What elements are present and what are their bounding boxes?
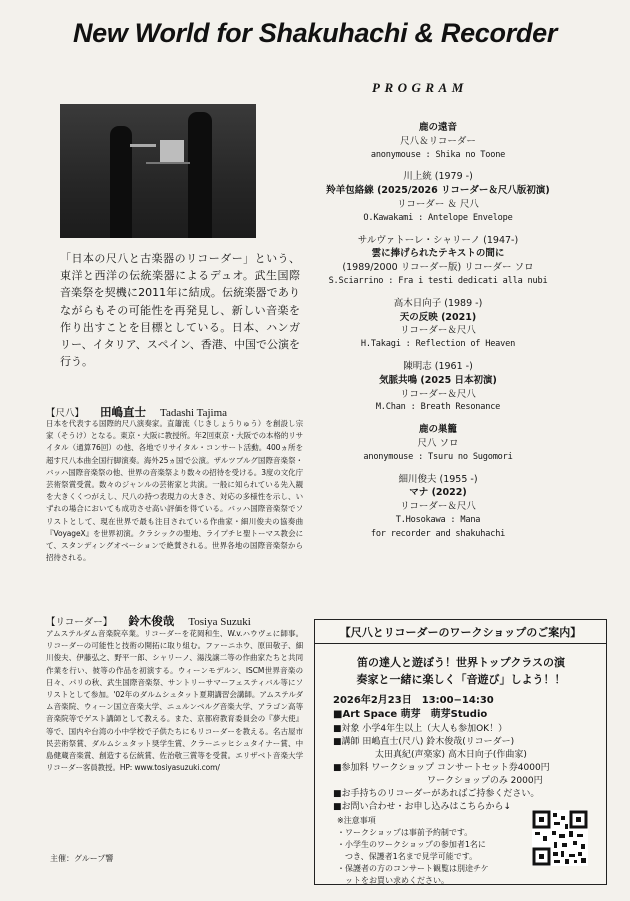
program-piece <box>318 297 558 352</box>
catch-line: 笛の達人と遊ぼう！世界トップクラスの演 <box>356 656 565 669</box>
piece-romanized: O.Kawakami : Antelope Envelope <box>363 212 513 223</box>
piece-instrumentation: 尺八 ソロ <box>417 437 459 449</box>
piece-subtitle: for recorder and shakuhachi <box>370 528 506 539</box>
program-piece <box>318 121 558 162</box>
piece-romanized: anonymouse : Tsuru no Sugomori <box>363 451 513 462</box>
performer-role: 【尺八】 <box>46 408 85 419</box>
workshop-contact: ■お問い合わせ・お申し込みはこちらから↓ <box>333 802 512 812</box>
main-title: New World for Shakuhachi & Recorder <box>72 18 558 48</box>
program-label: PROGRAM <box>372 80 468 95</box>
piece-instrumentation: リコーダー ＆ 尺八 <box>397 198 479 210</box>
piece-title: 羚羊包絡線 (2025/2026 リコーダー＆尺八版初演) <box>326 185 550 197</box>
program-piece <box>318 473 558 542</box>
piece-instrumentation: リコーダー＆尺八 <box>400 325 476 337</box>
piece-instrumentation: リコーダー＆尺八 <box>400 501 476 513</box>
note-line: ・保護者の方のコンサート観覧は別途チケ <box>337 864 489 873</box>
performer-bio-recorder: アムステルダム音楽院卒業。リコーダーを花岡和生、W.v.ハウヴェに師事。リコーダーの可能性と技術の開拓に取り組む。ファーニホウ、原田敬子、細川俊夫、伊藤弘之、野平一郎、シャリーノ、湯浅譲二等の作曲家たちと共同作業を行い、彼等の作品を初演する。ウィーンモデルン、ISCM世界音楽の日々、パリの秋、武生国際音楽祭、サントリーサマーフェスティバル等にソリストとして参加。'02年のダルムシュタット夏期講習会講師。アムステルダム音楽院、ウィーン国立音楽大学、ニュルンベルグ音楽大学、アラゴン高等音楽院等でゲスト講師として教える。また、京都府教育委員会の『夢大使』等で、国内や台湾の小中学校で子供たちにもリコーダーを教える。名古屋市民芸術祭賞、ダルムシュタット奨学生賞、クラーニッヒシュタイナー賞、中島健蔵音楽賞、創造する伝統賞、佐治敬三賞等を受賞。エリザベト音楽大学リコーダー客員教授。HP: www.tosiyasuzuki.com/ <box>46 629 303 773</box>
performer-name-ja: 鈴木俊哉 <box>128 614 175 628</box>
piece-romanized: M.Chan : Breath Resonance <box>375 402 501 413</box>
workshop-box <box>314 619 607 885</box>
piece-romanized: H.Takagi : Reflection of Heaven <box>360 339 516 350</box>
note-line: ・小学生のワークショップの参加者1名に <box>337 840 486 849</box>
piece-romanized: S.Sciarrino : Fra i testi dedicati alla nubi <box>328 275 548 286</box>
workshop-catchphrase <box>321 654 601 688</box>
performer-role: 【リコーダー】 <box>46 617 113 628</box>
piece-title: 鹿の遠音 <box>418 122 457 133</box>
piece-instrumentation: (1989/2000 リコーダー版) リコーダー ソロ <box>342 262 534 274</box>
piece-romanized: T.Hosokawa : Mana <box>395 514 481 525</box>
organizer-credit: 主催：グループ響 <box>50 854 114 863</box>
piece-title: マナ (2022) <box>409 487 467 499</box>
composer: 高木日向子 (1989 -) <box>393 297 483 309</box>
performer-name-ja: 田嶋直士 <box>100 405 147 419</box>
piece-romanized: anonymouse : Shika no Toone <box>370 149 506 160</box>
composer: 陳明志 (1961 -) <box>403 360 473 372</box>
notes-title: ※注意事項 <box>337 816 376 825</box>
composer: 川上統 (1979 -) <box>403 171 473 183</box>
composer: サルヴァトーレ・シャリーノ (1947-) <box>357 234 519 246</box>
group-intro: 「日本の尺八と古楽器のリコーダー」という、東洋と西洋の伝統楽器によるデュオ。武生国際音楽祭を契機に2011年に結成。伝統楽器でありながらもその可能性を再発見し、新しい音楽を作り出すことを目標としている。日本、ハンガリー、イタリア、スペイン、香港、中国で公演を行う。 <box>60 252 300 369</box>
note-line: ットをお買い求めください。 <box>345 876 449 885</box>
workshop-instructors-2: 太田真紀(声楽家) 高木日向子(作曲家) <box>375 750 527 760</box>
workshop-venue: ■Art Space 萌芽 萌芽Studio <box>333 709 488 720</box>
program-piece <box>318 360 558 415</box>
program-piece <box>318 234 558 289</box>
workshop-instructors: ■講師 田嶋直士(尺八) 鈴木俊哉(リコーダー) <box>333 737 515 747</box>
program-list <box>318 121 558 550</box>
program-piece <box>318 170 558 225</box>
piece-title: 鹿の巣籠 <box>418 424 457 436</box>
workshop-title: 【尺八とリコーダーのワークショップのご案内】 <box>314 619 607 644</box>
composer: 細川俊夫 (1955 -) <box>398 473 478 485</box>
piece-title: 天の反映 (2021) <box>399 311 477 323</box>
piece-title: 気脈共鳴 (2025 日本初演) <box>379 374 497 386</box>
performer-heading-recorder <box>46 613 306 629</box>
piece-title: 雲に捧げられたテキストの間に <box>371 248 505 260</box>
performer-name-en: Tosiya Suzuki <box>188 616 251 628</box>
performer-name-en: Tadashi Tajima <box>160 407 228 419</box>
workshop-date: 2026年2月23日 13:00−14:30 <box>333 695 494 706</box>
workshop-bring: ■お手持ちのリコーダーがあればご持参ください。 <box>333 789 540 799</box>
piece-instrumentation: リコーダー＆尺八 <box>400 388 476 400</box>
note-line: ・ワークショップは事前予約制です。 <box>337 828 473 837</box>
performers-photo <box>60 104 256 238</box>
piece-instrumentation: 尺八＆リコーダー <box>400 135 476 147</box>
workshop-fee-2: ワークショップのみ 2000円 <box>427 776 543 786</box>
qr-code[interactable] <box>532 810 588 866</box>
performer-bio-shakuhachi: 日本を代表する国際的尺八演奏家。直簫流（じきしょうりゅう）を創設し宗家（そうけ）となる。東京・大阪に教授所。年2回東京・大阪での本格的リサイタル（通算76回）の他、各地でリサイタル・コンサート活動。400ヵ所を超す尺八本曲全国行脚演奏。海外25ヵ国で公演。ザルツブルグ国際音楽祭・バッハ国際音楽祭の他、世界の音楽祭より数々の招待を受ける。3度の文化庁芸術祭賞受賞。数々のジャンルの芸術家と共演。一般に知られている先入観を大きくくつがえし、尺八の持つ表現力の大きさ、対応の多様性を示し、いずれの場合においても成功させ高い評価を得ている。バッハ国際音楽祭でソリストとして、現在世界で最も注目されている作曲家・細川俊夫の協奏曲『VoyageX』を世界初演。クラシックの聖地、ライプチヒ聖トーマス教会にて、スタンディングオベーションで絶賛される。世界各地の国際音楽祭から招待される。 <box>46 419 303 563</box>
workshop-fee: ■参加料 ワークショップ コンサートセット券4000円 <box>333 763 550 773</box>
note-line: つき、保護者1名まで見学可能です。 <box>345 852 478 861</box>
catch-line: 奏家と一緒に楽しく「音遊び」しよう！！ <box>356 673 566 686</box>
program-piece <box>318 423 558 464</box>
workshop-target: ■対象 小学4年生以上（大人も参加OK！） <box>333 724 508 734</box>
